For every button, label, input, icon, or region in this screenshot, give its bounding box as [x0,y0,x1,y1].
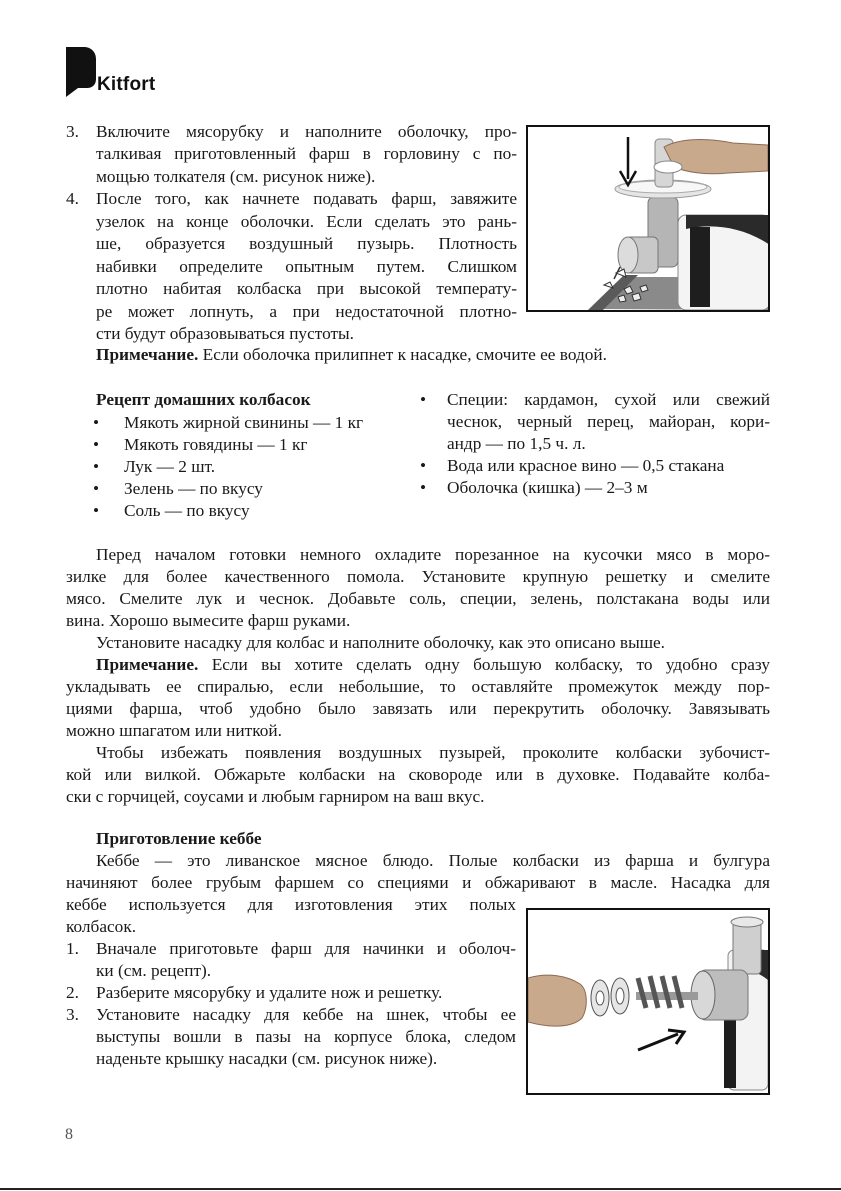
bullet: • [420,478,427,497]
note-text: Если оболочка прилипнет к насадке, смочите ее водой. [198,345,607,364]
note-2-first-line [96,654,770,676]
kebbe-intro-line: кеббе используется для изготовления этих полых [66,895,516,914]
bullet: • [93,501,100,520]
para1-line: Перед началом готовки немного охладите порезанное на кусочки мясо в моро- [96,545,770,564]
kebbe-step-line: наденьте крышку насадки (см. рисунок ниже). [96,1049,438,1068]
figure-meat-grinder-pusher [526,125,770,312]
kebbe-step-line: выступы вошли в пазы на корпусе блока, следом [96,1027,516,1046]
figure-kebbe-attachment [526,908,770,1095]
step4-line: набивки определите опытным путем. Слишком [96,257,517,276]
step4-line: сти будут образовываться пустоты. [96,324,354,343]
ingredient-item: андр — по 1,5 ч. л. [447,434,586,453]
bullet: • [93,479,100,498]
para3-line: кой или вилкой. Обжарьте колбаски на сковороде или в духовке. Подавайте колба- [66,765,770,784]
step-number: 4. [66,189,79,208]
note2-line: циями фарша, чтоб удобно было завязать или перекрутить оболочку. Завязывать [66,699,770,718]
kebbe-step-line: Установите насадку для кеббе на шнек, чтобы ее [96,1005,516,1024]
ingredient-item: чеснок, черный перец, майоран, кори- [447,412,770,431]
kebbe-intro-line: Кеббе — это ливанское мясное блюдо. Полые колбаски из фарша и булгура [96,851,770,870]
step4-line: ре может лопнуть, а при недостаточной плотно- [96,302,517,321]
step4-line: ше, образуется воздушный пузырь. Плотность [96,234,517,253]
brand-name: Kitfort [97,74,156,95]
para3-line: ски с горчицей, соусами и любым гарниром на ваш вкус. [66,787,485,806]
page-number: 8 [65,1126,73,1143]
kebbe-attachment-illustration [528,910,768,1093]
note-label: Примечание. [96,655,199,674]
para1-line: мясо. Смелите лук и чеснок. Добавьте соль, специи, зелень, полстакана воды или [66,589,770,608]
meat-grinder-illustration [528,127,768,310]
bullet: • [93,413,100,432]
ingredient-item: Специи: кардамон, сухой или свежий [447,390,770,409]
bullet: • [420,456,427,475]
step4-line: плотно набитая колбаска при высокой температу- [96,279,517,298]
step-number: 3. [66,122,79,141]
step3-line: Включите мясорубку и наполните оболочку, про- [96,122,517,141]
ingredient-item: Мякоть жирной свинины — 1 кг [124,413,364,432]
note2-line: можно шпагатом или ниткой. [66,721,282,740]
kebbe-step-line: Вначале приготовьте фарш для начинки и оболоч- [96,939,516,958]
step4-line: После того, как начнете подавать фарш, завяжите [96,189,517,208]
step-number: 1. [66,939,79,958]
recipe-title: Рецепт домашних колбасок [96,390,311,409]
note-label: Примечание. [96,345,199,364]
note-text: Если вы хотите сделать одну большую колбаску, то удобно сразу [198,655,770,674]
bullet: • [93,435,100,454]
note-1 [96,344,607,366]
step-number: 3. [66,1005,79,1024]
step3-line: мощью толкателя (см. рисунок ниже). [96,167,376,186]
ingredient-item: Вода или красное вино — 0,5 стакана [447,456,725,475]
ingredient-item: Мякоть говядины — 1 кг [124,435,308,454]
ingredient-item: Лук — 2 шт. [124,457,216,476]
note2-line: укладывать ее спиралью, если небольшие, то оставляйте промежуток между пор- [66,677,770,696]
ingredient-item: Соль — по вкусу [124,501,250,520]
kebbe-step-line: ки (см. рецепт). [96,961,212,980]
bullet: • [420,390,427,409]
para1-line: вина. Хорошо вымесите фарш руками. [66,611,351,630]
kebbe-step-line: Разберите мясорубку и удалите нож и решетку. [96,983,443,1002]
para2: Установите насадку для колбас и наполните оболочку, как это описано выше. [96,633,665,652]
step-number: 2. [66,983,79,1002]
bottom-divider [0,1188,841,1190]
ingredient-item: Зелень — по вкусу [124,479,263,498]
para1-line: зилке для более качественного помола. Установите крупную решетку и смелите [66,567,770,586]
kitfort-logo-icon [66,47,96,97]
para3-line: Чтобы избежать появления воздушных пузырей, проколите колбаски зубочист- [96,743,770,762]
kebbe-intro-line: начиняют более грубым фаршем со специями и обжаривают в масле. Насадка для [66,873,770,892]
kebbe-intro-line: колбасок. [66,917,137,936]
step3-line: талкивая приготовленный фарш в горловину с по- [96,144,517,163]
kebbe-title: Приготовление кеббе [96,829,262,848]
bullet: • [93,457,100,476]
step4-line: узелок на конце оболочки. Если сделать это рань- [96,212,517,231]
ingredient-item: Оболочка (кишка) — 2–3 м [447,478,648,497]
